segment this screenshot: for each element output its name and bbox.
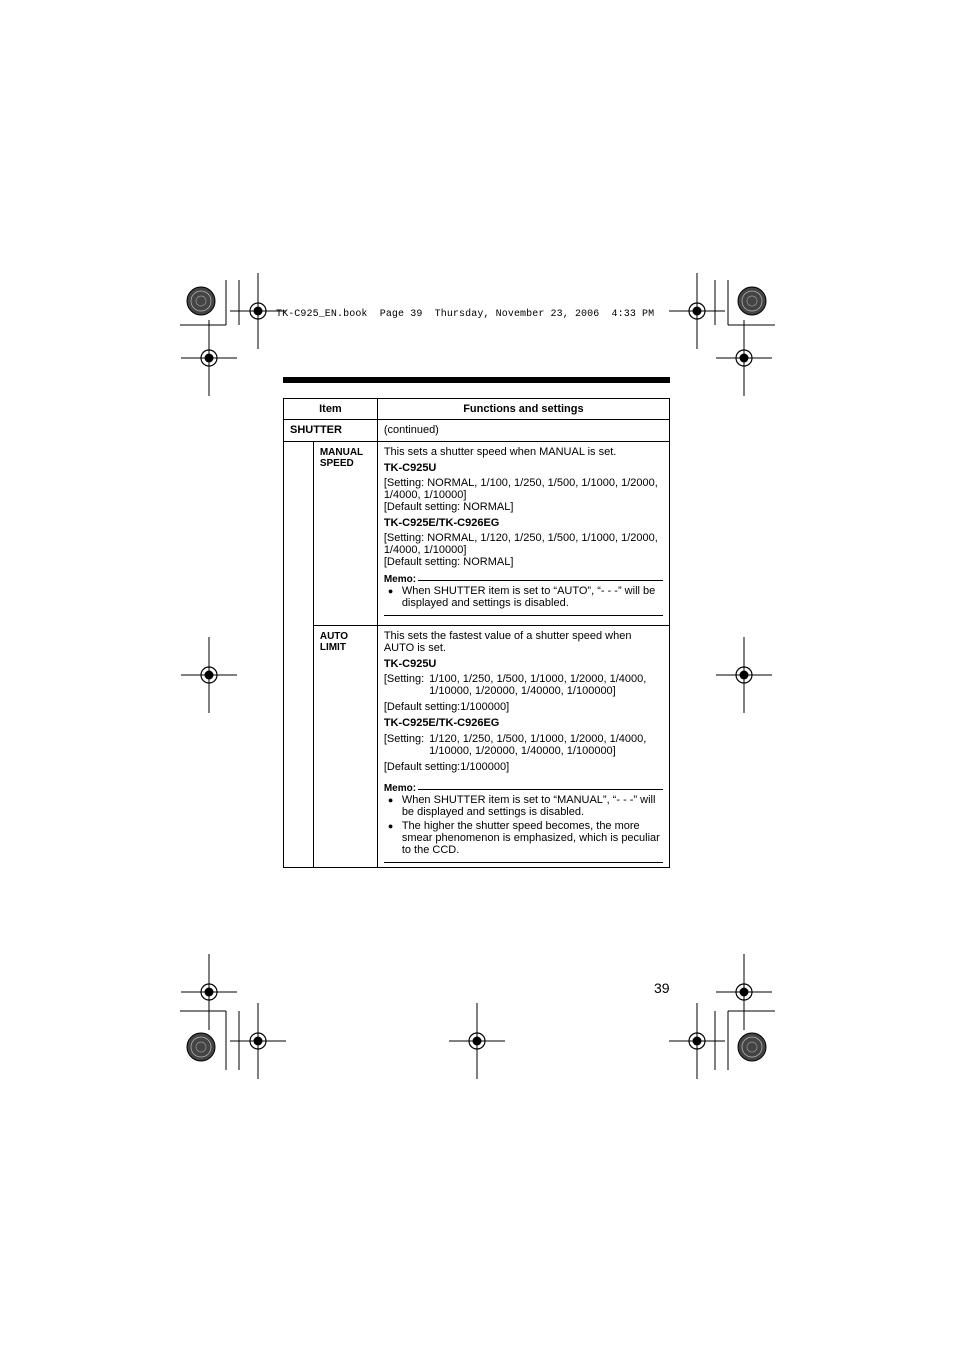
item-label-line: SPEED — [319, 458, 354, 469]
memo-end-rule — [384, 862, 663, 863]
registration-star-icon — [187, 287, 215, 315]
item-auto-limit — [313, 626, 377, 868]
settings-table — [283, 398, 670, 868]
memo-title: Memo: — [383, 783, 417, 794]
setting-values: [Setting: 1/120, 1/250, 1/500, 1/1000, 1/2000, 1/4000, 1/10000, 1/20000, 1/40000, 1/100000] — [383, 733, 647, 757]
list-item — [388, 820, 663, 856]
item-manual-speed — [313, 442, 377, 626]
item-label-line: MANUAL — [319, 447, 364, 458]
memo-end-rule — [384, 615, 663, 616]
bullet-icon: ● — [387, 795, 394, 805]
item-label-line: AUTO — [319, 631, 348, 642]
memo-text: The higher the shutter speed becomes, the more smear phenomenon is emphasized, which is peculiar to the CCD. — [401, 820, 660, 856]
memo-text: When SHUTTER item is set to “MANUAL”, “- - -” will be displayed and settings is disabled. — [401, 794, 656, 818]
default-setting: [Default setting: NORMAL] — [383, 501, 514, 513]
model-heading: TK-C925E/TK-C926EG — [383, 517, 500, 529]
registration-star-icon — [738, 1033, 766, 1061]
description-text: This sets a shutter speed when MANUAL is set. — [383, 446, 617, 458]
description-text: This sets the fastest value of a shutter speed when AUTO is set. — [383, 630, 632, 654]
registration-star-icon — [738, 287, 766, 315]
memo-title: Memo: — [383, 574, 417, 585]
column-header-item: Item — [284, 399, 378, 420]
setting-values: [Setting: NORMAL, 1/100, 1/250, 1/500, 1/1000, 1/2000, 1/4000, 1/10000] — [383, 477, 658, 501]
memo-heading — [384, 783, 663, 794]
item-label-line: LIMIT — [319, 642, 346, 653]
column-header-functions: Functions and settings — [377, 399, 669, 420]
manual-speed-description — [377, 442, 669, 626]
model-heading: TK-C925E/TK-C926EG — [383, 717, 500, 729]
table-header-row — [284, 399, 670, 420]
item-shutter: SHUTTER — [284, 420, 378, 442]
indent-cell — [284, 442, 314, 868]
registration-star-icon — [187, 1033, 215, 1061]
list-item — [388, 794, 663, 818]
book-header-line: TK-C925_EN.book Page 39 Thursday, November 23, 2006 4:33 PM — [276, 309, 655, 320]
default-setting: [Default setting:1/100000] — [383, 761, 510, 773]
list-item — [388, 585, 663, 609]
setting-values: [Setting: 1/100, 1/250, 1/500, 1/1000, 1/2000, 1/4000, 1/10000, 1/20000, 1/40000, 1/100000] — [383, 673, 647, 697]
bullet-icon: ● — [387, 586, 394, 596]
default-setting: [Default setting:1/100000] — [383, 701, 510, 713]
setting-values: [Setting: NORMAL, 1/120, 1/250, 1/500, 1/1000, 1/2000, 1/4000, 1/10000] — [383, 532, 658, 556]
section-top-bar — [283, 377, 670, 383]
table-row — [284, 442, 670, 626]
memo-heading — [384, 574, 663, 585]
auto-limit-description — [377, 626, 669, 868]
page-number: 39 — [654, 980, 670, 996]
shutter-continued-note: (continued) — [377, 420, 669, 442]
memo-text: When SHUTTER item is set to “AUTO”, “- - -” will be displayed and settings is disabled. — [401, 585, 656, 609]
default-setting: [Default setting: NORMAL] — [383, 556, 514, 568]
table-row — [284, 420, 670, 442]
model-heading: TK-C925U — [383, 462, 437, 474]
bullet-icon: ● — [387, 821, 394, 831]
model-heading: TK-C925U — [383, 658, 437, 670]
table-row — [284, 626, 670, 868]
